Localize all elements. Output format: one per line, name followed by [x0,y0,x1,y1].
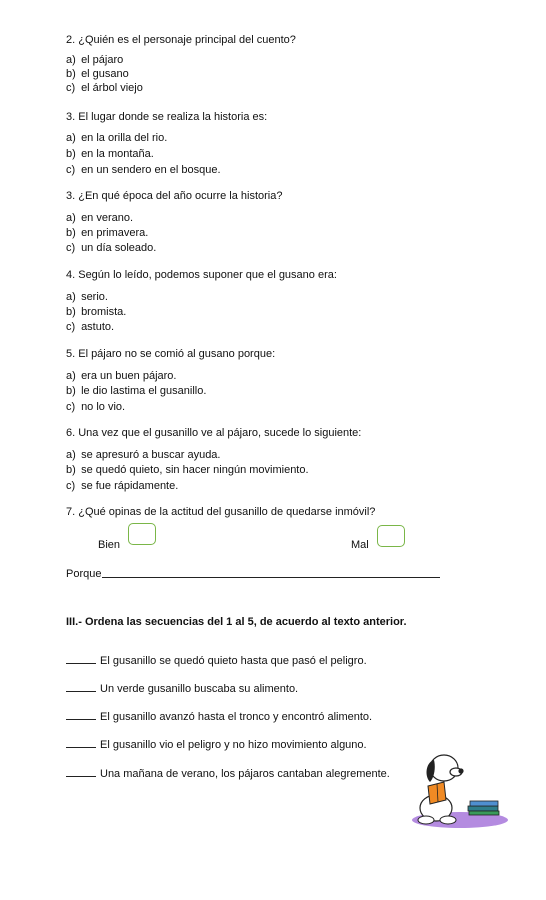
sequence-blank[interactable] [66,709,96,720]
sequence-item: El gusanillo vio el peligro y no hizo movimiento alguno. [66,737,367,752]
option-b: b) en primavera. [66,227,149,239]
option-c: c) astuto. [66,321,115,333]
sequence-blank[interactable] [66,681,96,692]
mal-label: Mal [351,539,369,551]
option-c: c) se fue rápidamente. [66,480,179,492]
porque-label: Porque [66,568,102,580]
bien-label: Bien [98,539,121,551]
option-b: b) el gusano [66,68,129,80]
question-text: 2. ¿Quién es el personaje principal del cuento? [66,34,296,46]
question-text: 3. El lugar donde se realiza la historia es: [66,111,268,123]
question-text: 5. El pájaro no se comió al gusano porque: [66,348,276,360]
bien-checkbox[interactable] [128,523,156,545]
mal-checkbox[interactable] [377,525,405,547]
question-text: 6. Una vez que el gusanillo ve al pájaro, sucede lo siguiente: [66,427,362,439]
option-a: a) serio. [66,291,108,303]
option-b: b) bromista. [66,306,127,318]
option-c: c) en un sendero en el bosque. [66,164,221,176]
sequence-item: El gusanillo avanzó hasta el tronco y encontró alimento. [66,709,372,724]
sequence-item: El gusanillo se quedó quieto hasta que pasó el peligro. [66,653,367,668]
question-text: 7. ¿Qué opinas de la actitud del gusanillo de quedarse inmóvil? [66,506,376,518]
porque-answer-line[interactable] [102,577,440,578]
section-title: III.- Ordena las secuencias del 1 al 5, de acuerdo al texto anterior. [66,616,407,628]
option-a: a) en verano. [66,212,134,224]
snoopy-reading-icon [408,748,514,830]
sequence-blank[interactable] [66,653,96,664]
sequence-blank[interactable] [66,766,96,777]
sequence-item: Una mañana de verano, los pájaros cantaban alegremente. [66,766,390,781]
question-text: 3. ¿En qué época del año ocurre la historia? [66,190,283,202]
option-b: b) en la montaña. [66,148,154,160]
option-a: a) se apresuró a buscar ayuda. [66,449,221,461]
option-a: a) en la orilla del rio. [66,132,168,144]
option-b: b) se quedó quieto, sin hacer ningún movimiento. [66,464,309,476]
question-text: 4. Según lo leído, podemos suponer que el gusano era: [66,269,337,281]
option-b: b) le dio lastima el gusanillo. [66,385,207,397]
option-a: a) era un buen pájaro. [66,370,177,382]
option-a: a) el pájaro [66,54,124,66]
option-c: c) no lo vio. [66,401,126,413]
option-c: c) el árbol viejo [66,82,143,94]
sequence-blank[interactable] [66,737,96,748]
sequence-item: Un verde gusanillo buscaba su alimento. [66,681,298,696]
option-c: c) un día soleado. [66,242,157,254]
